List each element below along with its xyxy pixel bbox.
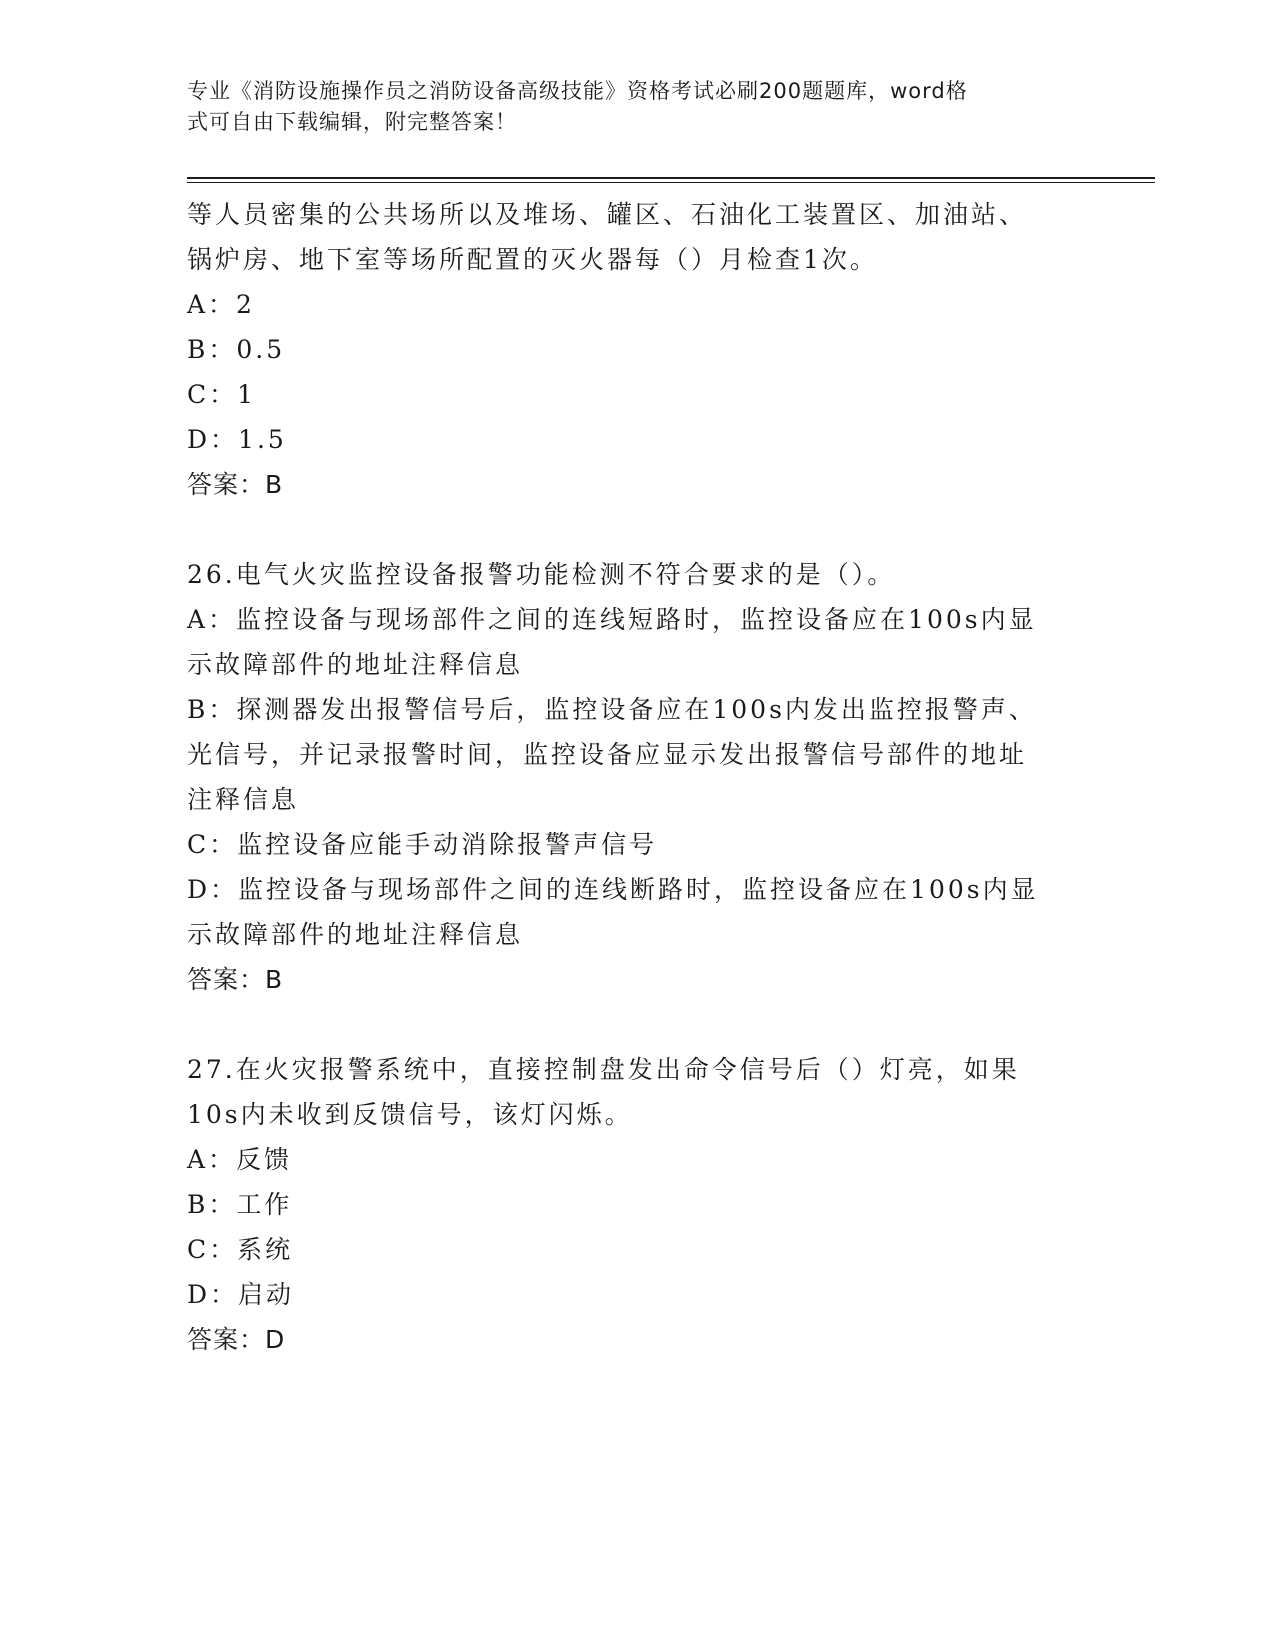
option-b: B：0.5: [187, 335, 286, 364]
option-c: C：监控设备应能手动消除报警声信号: [187, 830, 658, 859]
option-d: D：1.5: [187, 425, 287, 454]
option-c: C：1: [187, 380, 257, 409]
header-line-1: 专业《消防设施操作员之消防设备高级技能》资格考试必刷200题题库，word格: [187, 79, 968, 103]
option-a: A：2: [187, 290, 255, 319]
document-header: [187, 76, 1067, 138]
answer-label: 答案：D: [187, 1325, 286, 1354]
question-stem-line: 锅炉房、地下室等场所配置的灭火器每（）月检查1次。: [187, 245, 878, 274]
option-a: A：监控设备与现场部件之间的连线短路时，监控设备应在100s内显: [187, 605, 1037, 634]
answer-label: 答案：B: [187, 470, 284, 499]
header-divider-thick: [187, 177, 1155, 179]
question-26: [187, 552, 1067, 1002]
option-d-continued: 示故障部件的地址注释信息: [187, 920, 524, 949]
question-stem-line: 10s内未收到反馈信号，该灯闪烁。: [187, 1100, 633, 1129]
question-27: [187, 1047, 1067, 1362]
option-a-continued: 示故障部件的地址注释信息: [187, 650, 524, 679]
question-25: [187, 192, 1067, 507]
question-stem: 26.电气火灾监控设备报警功能检测不符合要求的是（）。: [187, 560, 896, 589]
option-d: D：监控设备与现场部件之间的连线断路时，监控设备应在100s内显: [187, 875, 1039, 904]
answer-label: 答案：B: [187, 965, 284, 994]
spacer: [187, 507, 1067, 552]
header-divider-thin: [187, 182, 1155, 183]
option-a: A：反馈: [187, 1145, 293, 1174]
option-b-continued: 光信号，并记录报警时间，监控设备应显示发出报警信号部件的地址: [187, 740, 1028, 769]
option-b: B：探测器发出报警信号后，监控设备应在100s内发出监控报警声、: [187, 695, 1037, 724]
option-d: D：启动: [187, 1280, 295, 1309]
option-b-continued: 注释信息: [187, 785, 300, 814]
option-b: B：工作: [187, 1190, 293, 1219]
option-c: C：系统: [187, 1235, 294, 1264]
document-body: [187, 192, 1067, 1362]
header-line-2: 式可自由下载编辑，附完整答案！: [187, 110, 517, 134]
spacer: [187, 1002, 1067, 1047]
question-stem-line: 27.在火灾报警系统中，直接控制盘发出命令信号后（）灯亮，如果: [187, 1055, 1020, 1084]
question-stem-line: 等人员密集的公共场所以及堆场、罐区、石油化工装置区、加油站、: [187, 200, 1028, 229]
